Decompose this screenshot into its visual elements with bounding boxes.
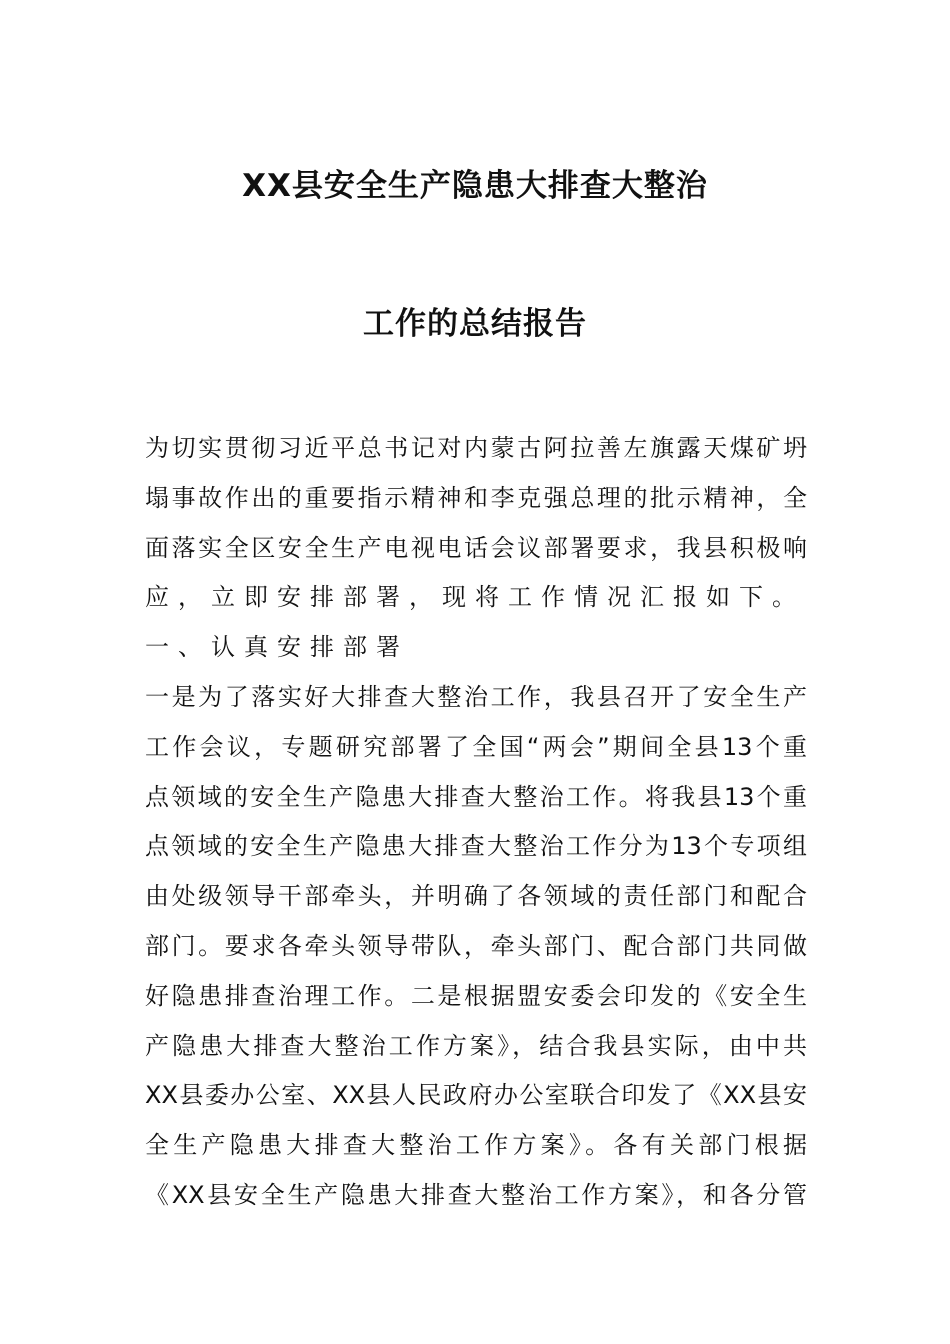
document-title-line1: XX县安全生产隐患大排查大整治 — [242, 168, 708, 204]
body-line: 全生产隐患大排查大整治工作方案》。各有关部门根据 — [145, 1131, 807, 1160]
document-title-line2: 工作的总结报告 — [363, 306, 587, 342]
body-line: 为切实贯彻习近平总书记对内蒙古阿拉善左旗露天煤矿坍 — [145, 434, 807, 462]
body-line: 《XX县安全生产隐患大排查大整治工作方案》，和各分管 — [145, 1180, 807, 1209]
body-line: 由处级领导干部牵头，并明确了各领域的责任部门和配合 — [145, 882, 807, 911]
body-line: XX县委办公室、XX县人民政府办公室联合印发了《XX县安 — [145, 1081, 807, 1110]
body-line: 部门。要求各牵头领导带队，牵头部门、配合部门共同做 — [145, 931, 807, 960]
body-line: 工作会议，专题研究部署了全国“两会”期间全县13个重 — [145, 732, 807, 761]
body-line: 点领域的安全生产隐患大排查大整治工作。将我县13个重 — [145, 782, 807, 811]
body-line: 一是为了落实好大排查大整治工作，我县召开了安全生产 — [145, 682, 807, 711]
document-body — [145, 424, 807, 1221]
body-line: 产隐患大排查大整治工作方案》，结合我县实际，由中共 — [145, 1031, 807, 1060]
body-line: 好隐患排查治理工作。二是根据盟安委会印发的《安全生 — [145, 981, 807, 1010]
body-line: 塌事故作出的重要指示精神和李克强总理的批示精神，全 — [145, 483, 807, 512]
section-heading: 一、认真安排部署 — [145, 633, 409, 662]
body-line: 应，立即安排部署，现将工作情况汇报如下。 — [145, 583, 805, 612]
body-line: 面落实全区安全生产电视电话会议部署要求，我县积极响 — [145, 533, 807, 562]
body-line: 点领域的安全生产隐患大排查大整治工作分为13个专项组 — [145, 832, 807, 861]
